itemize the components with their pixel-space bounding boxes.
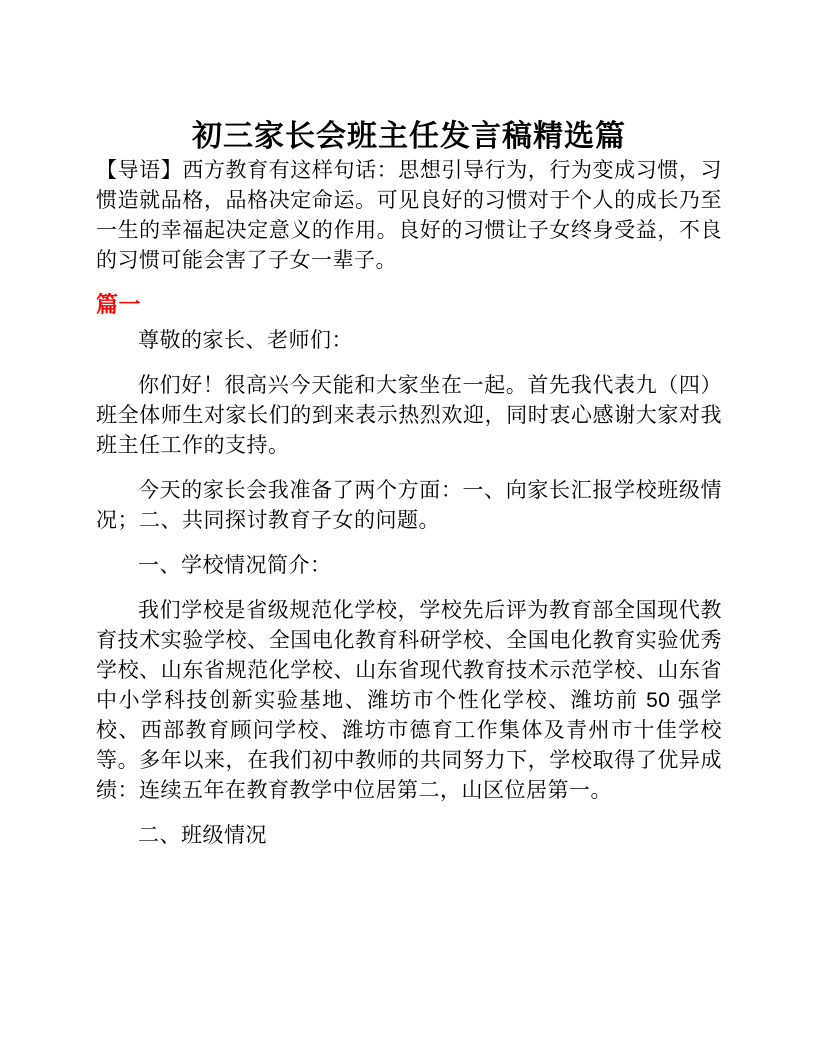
intro-paragraph: 【导语】西方教育有这样句话：思想引导行为，行为变成习惯，习惯造就品格，品格决定命运。可见良好的习惯对于个人的成长乃至一生的幸福起决定意义的作用。良好的习惯让子女终身受益，不良的习惯可能会害了子女一辈子。 [96,159,722,272]
paragraph-greeting: 你们好！很高兴今天能和大家坐在一起。首先我代表九（四）班全体师生对家长们的到来表示热烈欢迎，同时衷心感谢大家对我班主任工作的支持。 [96,374,722,457]
document-title: 初三家长会班主任发言稿精选篇 [192,120,626,153]
salutation-line: 尊敬的家长、老师们： [138,329,353,352]
subheading-class-situation: 二、班级情况 [138,824,267,847]
subheading-school-intro: 一、学校情况简介： [138,554,332,577]
section-heading-pian-yi: 篇一 [96,292,142,317]
paragraph-school-achievements: 我们学校是省级规范化学校，学校先后评为教育部全国现代教育技术实验学校、全国电化教育科研学校、全国电化教育实验优秀学校、山东省规范化学校、山东省现代教育技术示范学校、山东省中小学科技创新实验基地、潍坊市个性化学校、潍坊前 50 强学校、西部教育顾问学校、潍坊市德育工作集体及青州市十佳学校等。多年以来，在我们初中教师的共同努力下，学校取得了优异成绩：连续五年在教育教学中位居第二，山区位居第一。 [96,599,722,802]
paragraph-agenda: 今天的家长会我准备了两个方面：一、向家长汇报学校班级情况；二、共同探讨教育子女的问题。 [96,479,722,532]
